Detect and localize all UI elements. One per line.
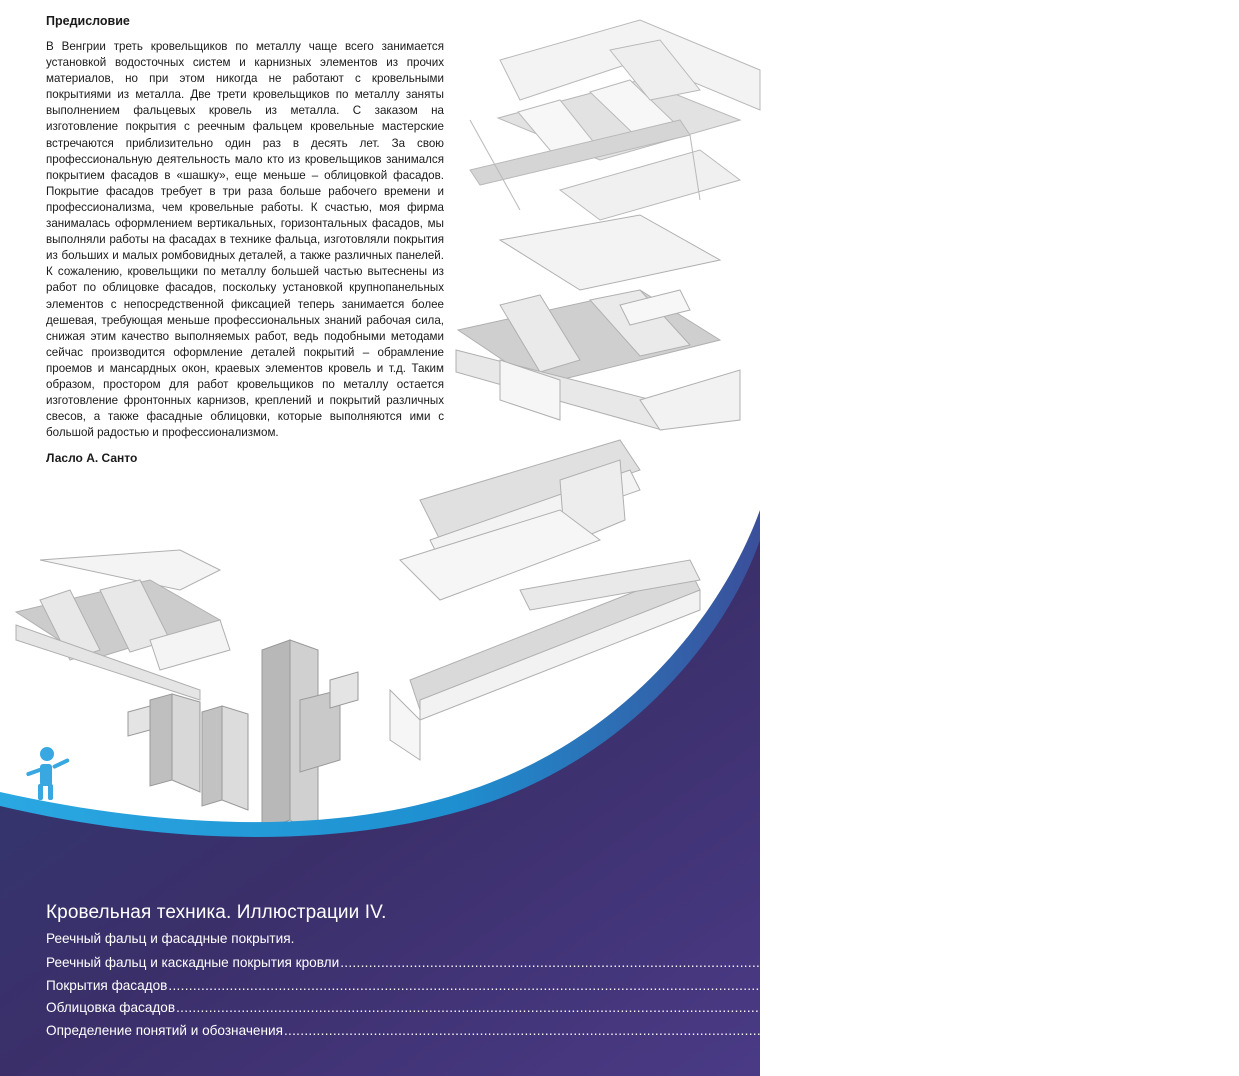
- toc-entry-title: Определение понятий и обозначения: [46, 1022, 283, 1038]
- toc-entry: [46, 1020, 1200, 1043]
- toc-entry-pages: 288-300: [1149, 1022, 1200, 1038]
- roofing-illustration-left: [16, 550, 230, 700]
- book-title: Кровельная техника. Иллюстрации IV.: [46, 902, 387, 923]
- book-subtitle: Реечный фальц и фасадные покрытия.: [46, 931, 295, 946]
- toc-entry-title: Реечный фальц и каскадные покрытия кровли: [46, 955, 340, 970]
- toc-entry-title: Облицовка фасадов: [46, 1000, 176, 1016]
- toc-leader-dots: ....................................................................................................................................................................................................................: [176, 1000, 1041, 1016]
- child-figure: [26, 747, 70, 800]
- preface-heading: Предисловие: [46, 14, 130, 28]
- toc-entry: [46, 997, 1092, 1020]
- table-of-contents: [46, 902, 1239, 1042]
- toc-entry-title: Покрытия фасадов: [46, 977, 168, 993]
- toc-entry-pages: 7-116: [1205, 955, 1239, 970]
- toc-leader-dots: ....................................................................................................................................................................................................................: [340, 955, 1205, 970]
- toc-leader-dots: ....................................................................................................................................................................................................................: [283, 1022, 1149, 1038]
- toc-entry: [46, 975, 1083, 998]
- toc-leader-dots: ....................................................................................................................................................................................................................: [168, 977, 1033, 993]
- preface-body: В Венгрии треть кровельщиков по металлу чаще всего занимается установкой водосточных систем и карнизных элементов из прочих материалов, но при этом никогда не работают с кровельными покрытиями из металла. Две трети кровельщиков по металлу заняты выполнением фальцевых кровель из металла. С заказом на изготовление покрытия с реечным фальцем кровельные мастерские встречаются приблизительно один раз в десять лет. За свою профессиональную деятельность мало кто из кровельщиков занимался покрытием фасадов в «шашку», еще меньше – облицовкой фасадов. Покрытие фасадов требует в три раза больше рабочего времени и профессионализма, чем кровельные работы. К счастью, моя фирма занималась оформлением вертикальных, горизонтальных фасадов, мы выполняли работы на фасадах в технике фальца, изготовляли покрытия из больших и малых ромбовидных деталей, а также различных панелей. К сожалению, кровельщики по металлу большей частью вытеснены из работ по облицовке фасадов, поскольку установкой крупнопанельных элементов с непосредственной фиксацией теперь занимается более дешевая, требующая меньше профессиональных знаний рабочая сила, снижая этим качество выполняемых работ, ведь подобными методами сейчас производится оформление деталей покрытий – обрамление проемов и мансардных окон, краевых элементов кровель и т.д. Таким образом, простором для работ кровельщиков по металлу остается изготовление фронтонных карнизов, креплений и покрытий различных свесов, а также фасадные облицовки, которые выполняются ими с большой радостью и профессионализмом.: [46, 40, 444, 440]
- preface-section: [46, 14, 444, 465]
- toc-entry-pages: 117-225: [1033, 977, 1083, 993]
- facade-profile-illustration: [128, 640, 358, 840]
- roofing-illustration-middle: [456, 215, 740, 430]
- toc-entry: [46, 952, 1239, 975]
- preface-author: Ласло А. Санто: [46, 451, 138, 466]
- roofing-illustration-top: [470, 20, 760, 220]
- toc-entry-pages: 226-287: [1041, 1000, 1092, 1016]
